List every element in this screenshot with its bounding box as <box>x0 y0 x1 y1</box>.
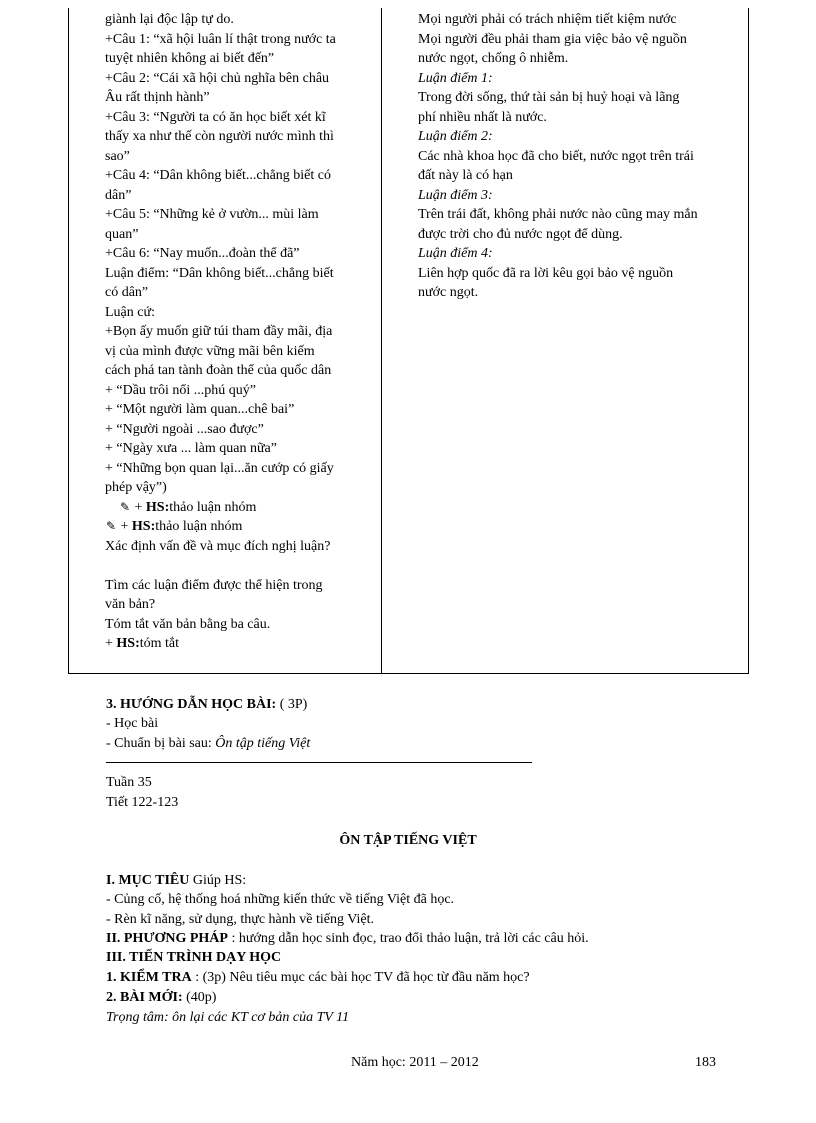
text-line: phép vậy”) <box>105 480 167 495</box>
homework-item: - Chuẩn bị bài sau: Ôn tập tiếng Việt <box>106 736 311 751</box>
homework-item: - Học bài <box>106 716 159 731</box>
week-label: Tuần 35 <box>106 775 152 790</box>
check-item: 1. KIỂM TRA : (3p) Nêu tiêu mục các bài học TV đã học từ đầu năm học? <box>106 970 530 985</box>
school-year-footer: Năm học: 2011 – 2012 <box>351 1055 479 1070</box>
text-line: + “Người ngoài ...sao được” <box>105 421 264 437</box>
text-line: tuyệt nhiên không ai biết đến” <box>105 51 275 66</box>
hs-summary-line: + HS:tóm tắt <box>105 636 180 651</box>
text-line: Âu rất thịnh hành” <box>105 90 210 105</box>
method-heading: II. PHƯƠNG PHÁP : hướng dẫn học sinh đọc, trao đổi thảo luận, trả lời các câu hỏi. <box>106 931 589 946</box>
text-line: Liên hợp quốc đã ra lời kêu gọi bảo vệ nguồn <box>418 265 674 281</box>
text-line: vị của mình được vững mãi bên kiếm <box>105 343 315 359</box>
text-line: thấy xa như thế còn người nước mình thì <box>105 129 334 144</box>
text-line: Luận điểm 1: <box>418 70 493 86</box>
text-line: Luận điểm: “Dân không biết...chẳng biết <box>105 265 334 281</box>
text-line: +Câu 6: “Nay muốn...đoàn thể đã” <box>105 246 300 261</box>
text-line <box>105 556 373 576</box>
text-line: đất này là có hạn <box>418 168 513 183</box>
text-line: + “Ngày xưa ... làm quan nữa” <box>105 441 277 456</box>
text-line: +Câu 4: “Dân không biết...chẳng biết có <box>105 168 332 183</box>
procedure-heading: III. TIẾN TRÌNH DẠY HỌC <box>106 950 282 965</box>
lesson-table <box>68 8 749 674</box>
pen-icon: ✎ <box>105 519 117 533</box>
focus-note: Trọng tâm: ôn lại các KT cơ bản của TV 11 <box>106 1010 350 1025</box>
new-lesson-item: 2. BÀI MỚI: (40p) <box>106 990 217 1005</box>
hs-discuss-line-2: ✎ + HS:thảo luận nhóm <box>105 517 373 537</box>
text-line: cách phá tan tành đoàn thể của quốc dân <box>105 363 332 378</box>
text-line: phí nhiều nhất là nước. <box>418 109 547 125</box>
objective-item: - Củng cố, hệ thống hoá những kiến thức về tiếng Việt đã học. <box>106 892 455 907</box>
text-line: Xác định vấn đề và mục đích nghị luận? <box>105 538 331 554</box>
text-line: Luận cứ: <box>105 304 155 320</box>
text-line: Trong đời sống, thứ tài sản bị huỷ hoại và lãng <box>418 90 680 105</box>
text-line: Tóm tắt văn bản bằng ba câu. <box>105 616 271 632</box>
text-line: + “Những bọn quan lại...ăn cướp có giấy <box>105 460 334 476</box>
text-line: dân” <box>105 187 132 203</box>
table-column-divider <box>381 8 382 673</box>
text-line: nước ngọt, chống ô nhiễm. <box>418 51 569 66</box>
objective-item: - Rèn kĩ năng, sử dụng, thực hành về tiếng Việt. <box>106 912 374 927</box>
text-line: Luận điểm 2: <box>418 129 493 144</box>
text-line: + “Một người làm quan...chê bai” <box>105 402 295 417</box>
text-line: văn bản? <box>105 597 156 612</box>
text-line: + “Dầu trôi nổi ...phú quý” <box>105 382 256 398</box>
separator-line <box>106 762 532 763</box>
text-line: +Bọn ấy muốn giữ túi tham đầy mãi, địa <box>105 324 333 339</box>
pen-icon: ✎ <box>119 499 131 514</box>
text-line: sao” <box>105 148 130 164</box>
text-line: quan” <box>105 226 139 242</box>
text-line: +Câu 1: “xã hội luân lí thật trong nước ta <box>105 31 336 47</box>
teacher-activity-column <box>105 10 373 654</box>
text-line: +Câu 5: “Những kẻ ở vườn... mùi làm <box>105 207 319 222</box>
lesson-title: ÔN TẬP TIẾNG VIỆT <box>339 833 477 848</box>
text-line: Luận điểm 4: <box>418 246 493 261</box>
text-line: Tìm các luận điểm được thể hiện trong <box>105 577 323 593</box>
text-line: +Câu 2: “Cái xã hội chủ nghĩa bên châu <box>105 70 330 86</box>
text-line: +Câu 3: “Người ta có ăn học biết xét kĩ <box>105 109 326 125</box>
text-line: được trời cho đủ nước ngọt để dùng. <box>418 226 623 242</box>
text-line: Mọi người phải có trách nhiệm tiết kiệm nước <box>418 12 677 27</box>
period-label: Tiết 122-123 <box>106 795 179 810</box>
homework-heading: 3. HƯỚNG DẪN HỌC BÀI: ( 3P) <box>106 697 308 712</box>
text-line: Luận điểm 3: <box>418 187 493 203</box>
text-line: có dân” <box>105 285 149 300</box>
text-line: Trên trái đất, không phải nước nào cũng may mắn <box>418 207 698 222</box>
objectives-heading: I. MỤC TIÊU Giúp HS: <box>106 873 247 888</box>
text-line: Các nhà khoa học đã cho biết, nước ngọt trên trái <box>418 148 694 164</box>
hs-discuss-line-1: ✎ + HS:thảo luận nhóm <box>105 498 373 518</box>
text-line: giành lại độc lập tự do. <box>105 12 234 27</box>
text-line: Mọi người đều phải tham gia việc bảo vệ nguồn <box>418 31 687 47</box>
text-line: nước ngọt. <box>418 285 479 300</box>
student-content-column <box>418 10 743 303</box>
page-number: 183 <box>695 1055 716 1070</box>
